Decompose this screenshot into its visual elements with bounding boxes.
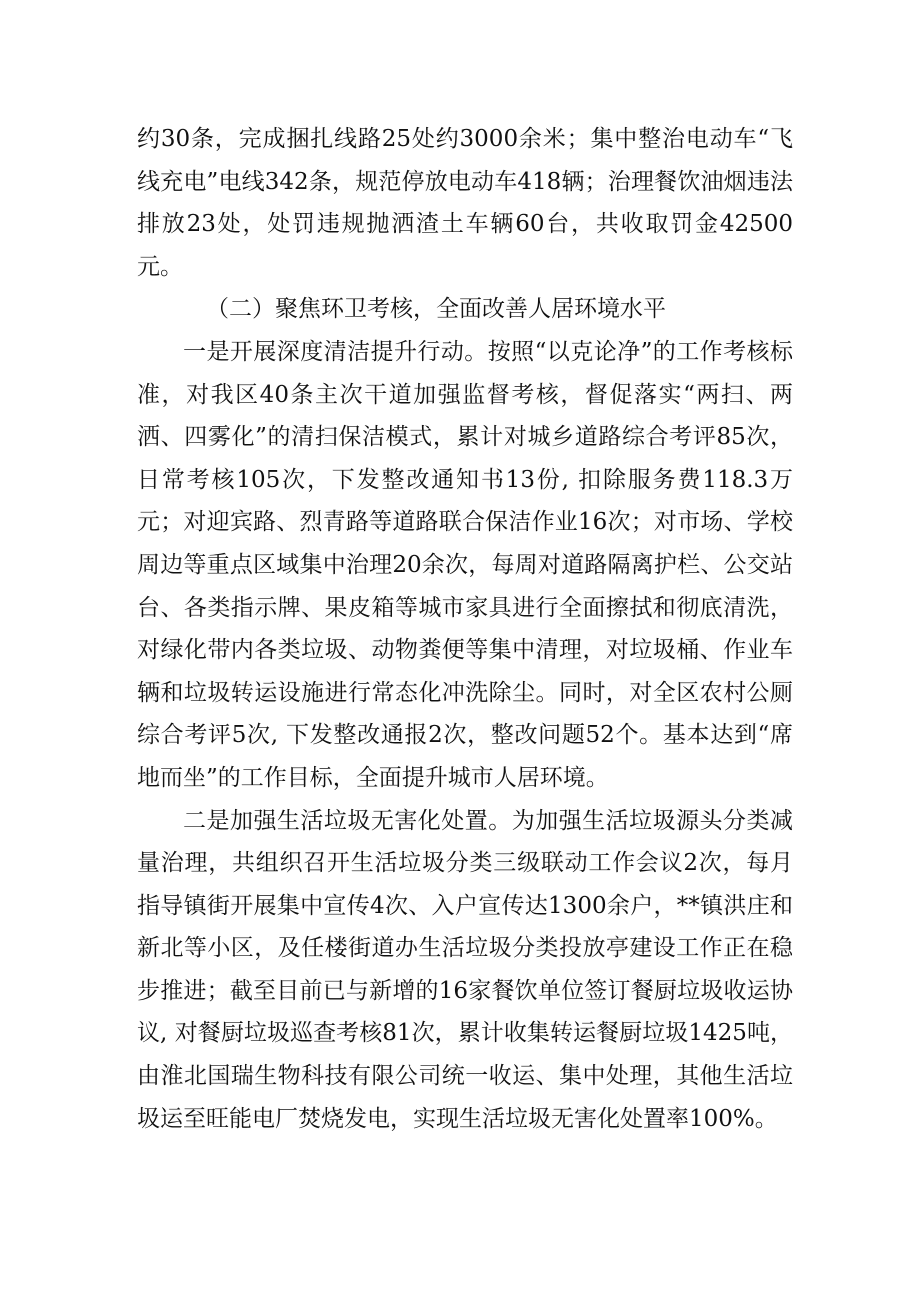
section-heading: （二）聚焦环卫考核，全面改善人居环境水平 [206, 296, 666, 323]
paragraph-garbage-disposal: 二是加强生活垃圾无害化处置。为加强生活垃圾源头分类减量治理，共组织召开生活垃圾分类三级联动工作会议2次，每月指导镇街开展集中宣传4次、入户宣传达1300余户，**镇洪庄和新北等小区，及任楼街道办生活垃圾分类投放亭建设工作正在稳步推进；截至目前已与新增的16家餐饮单位签订餐厨垃圾收运协议, 对餐厨垃圾巡查考核81次，累计收集转运餐厨垃圾1425吨，由淮北国瑞生物科技有限公司统一收运、集中处理，其他生活垃圾运至旺能电厂焚烧发电，实现生活垃圾无害化处置率100%。 [137, 807, 793, 1132]
paragraph-cleaning-action: 一是开展深度清洁提升行动。按照“以克论净”的工作考核标准，对我区40条主次干道加强监督考核，督促落实“两扫、两洒、四雾化”的清扫保洁模式，累计对城乡道路综合考评85次，日常考核105次，下发整改通知书13份, 扣除服务费118.3万元；对迎宾路、烈青路等道路联合保洁作业16次；对市场、学校周边等重点区域集中治理20余次，每周对道路隔离护栏、公交站台、各类指示牌、果皮箱等城市家具进行全面擦拭和彻底清洗，对绿化带内各类垃圾、动物粪便等集中清理，对垃圾桶、作业车辆和垃圾转运设施进行常态化冲洗除尘。同时，对全区农村公厕综合考评5次, 下发整改通报2次，整改问题52个。基本达到“席地而坐”的工作目标，全面提升城市人居环境。 [137, 338, 793, 791]
document-body [137, 118, 793, 1140]
paragraph-continuation: 约30条，完成捆扎线路25处约3000余米；集中整治电动车“飞线充电”电线342条，规范停放电动车418辆；治理餐饮油烟违法排放23处，处罚违规抛洒渣土车辆60台，共收取罚金42500元。 [137, 126, 793, 280]
